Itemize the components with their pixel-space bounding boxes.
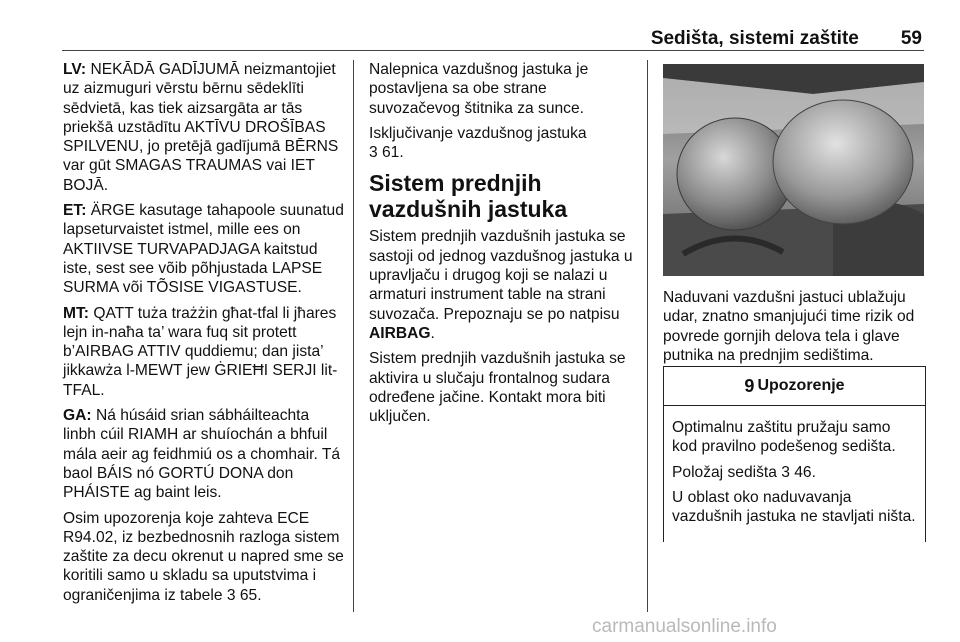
warning-lv-text: NEKĀDĀ GADĪJUMĀ neizmantojiet uz aizmuguri vērstu bērnu sēdeklīti sēdvietā, kas tiek aizsargāta ar tās priekšā uzstādītu AKTĪVU DROŠĪBAS SPILVENU, jo pretējā gadījumā BĒRNS var gūt SMAGAS TRAUMAS vai IET BOJĀ.: [63, 61, 339, 194]
warning-et: [63, 201, 345, 297]
column-2: [369, 60, 639, 432]
deactivation-text: Isključivanje vazdušnog jastuka: [369, 124, 587, 142]
deactivation-paragraph: [369, 124, 639, 163]
photo-caption: Naduvani vazdušni jastuci ublažuju udar, znatno smanjujući time rizik od povrede gornjih delova tela i glave putnika na prednjim sedištima.: [663, 289, 915, 364]
activation-paragraph: Sistem prednjih vazdušnih jastuka se aktivira u slučaju frontalnog sudara određene jačine. Kontakt mora biti uključen.: [369, 350, 626, 426]
lang-label-ga: GA:: [63, 407, 92, 425]
warning-text-3: U oblast oko naduvavanja vazdušnih jastuka ne stavljati ništa.: [672, 488, 916, 526]
page-ref-46[interactable]: 3 46.: [781, 463, 816, 481]
warning-triangle-icon: 9: [744, 375, 755, 396]
warning-ga-text: Ná húsáid srian sábháilteachta linbh cúil RIAMH ar shuíochán a bhfuil mála aeir ag feidhmiú os a chomhair. Tá baol BÁIS nó GORTÚ DONA don PHÁISTE ag baint leis.: [63, 407, 341, 502]
airbag-illustration: [663, 64, 924, 276]
watermark: carmanualsonline.info: [592, 616, 777, 637]
section-heading: Sistem prednjih vazdušnih jastuka: [369, 170, 568, 223]
lang-label-mt: MT:: [63, 304, 89, 322]
column-divider-1: [353, 60, 354, 612]
header-title: Sedišta, sistemi zaštite: [650, 28, 859, 49]
page-ref-65[interactable]: 3 65.: [226, 586, 262, 604]
ece-note: [63, 509, 345, 605]
warning-body: [664, 406, 925, 526]
column-divider-2: [647, 60, 648, 612]
warning-et-text: ÄRGE kasutage tahapoole suunatud lapseturvaistet istmel, mille ees on AKTIIVSE TURVAPADJAGA kaitstud iste, sest see võib põhjustada LAPSE SURMA või TÕSISE VIGASTUSE.: [63, 202, 344, 297]
airbag-label: AIRBAG: [369, 324, 431, 342]
system-description-text: Sistem prednjih vazdušnih jastuka se sastoji od jednog vazdušnog jastuka u upravljaču i drugog koji se nalazi u armaturi instrument table na strani suvozača. Prepoznaju se po natpisu: [369, 228, 633, 323]
warning-mt-text: QATT tuża trażżin għat-tfal li jħares lejn in-naħa ta’ wara fuq sit protett b’AIRBAG ATTIV quddiemu; dan jista’ jikkawża l-MEWT jew ĠRIEĦI SERJI lit-TFAL.: [63, 304, 338, 399]
warning-ga: [63, 406, 345, 502]
airbag-photo: [663, 64, 924, 276]
system-description: [369, 227, 639, 343]
warning-header: [664, 366, 925, 406]
page-header: [651, 28, 922, 50]
warning-title: Upozorenje: [757, 377, 845, 394]
column-3: [663, 288, 931, 371]
column-1: [63, 60, 345, 611]
header-rule: [62, 50, 924, 51]
ece-note-text: Osim upozorenja koje zahteva ECE R94.02, iz bezbednosnih razloga sistem zaštite za decu okrenut u napred sme se koritili samo u skladu sa uputstvima i ograničenjima iz tabele: [63, 509, 344, 604]
warning-text-1: Optimalnu zaštitu pružaju samo kod pravilno podešenog sedišta.: [672, 419, 896, 456]
sticker-paragraph: Nalepnica vazdušnog jastuka je postavljena sa obe strane suvozačevog štitnika za sunce.: [369, 61, 589, 117]
warning-lv: [63, 60, 345, 195]
page-number: 59: [900, 28, 922, 49]
system-description-end: .: [430, 324, 435, 342]
lang-label-lv: LV:: [63, 61, 87, 78]
seat-position-text: Položaj sedišta: [672, 463, 777, 481]
warning-text-2: [672, 463, 917, 482]
warning-mt: [63, 304, 345, 400]
page-ref-61[interactable]: 3 61.: [369, 144, 404, 162]
lang-label-et: ET:: [63, 202, 87, 220]
warning-box: [663, 366, 926, 542]
